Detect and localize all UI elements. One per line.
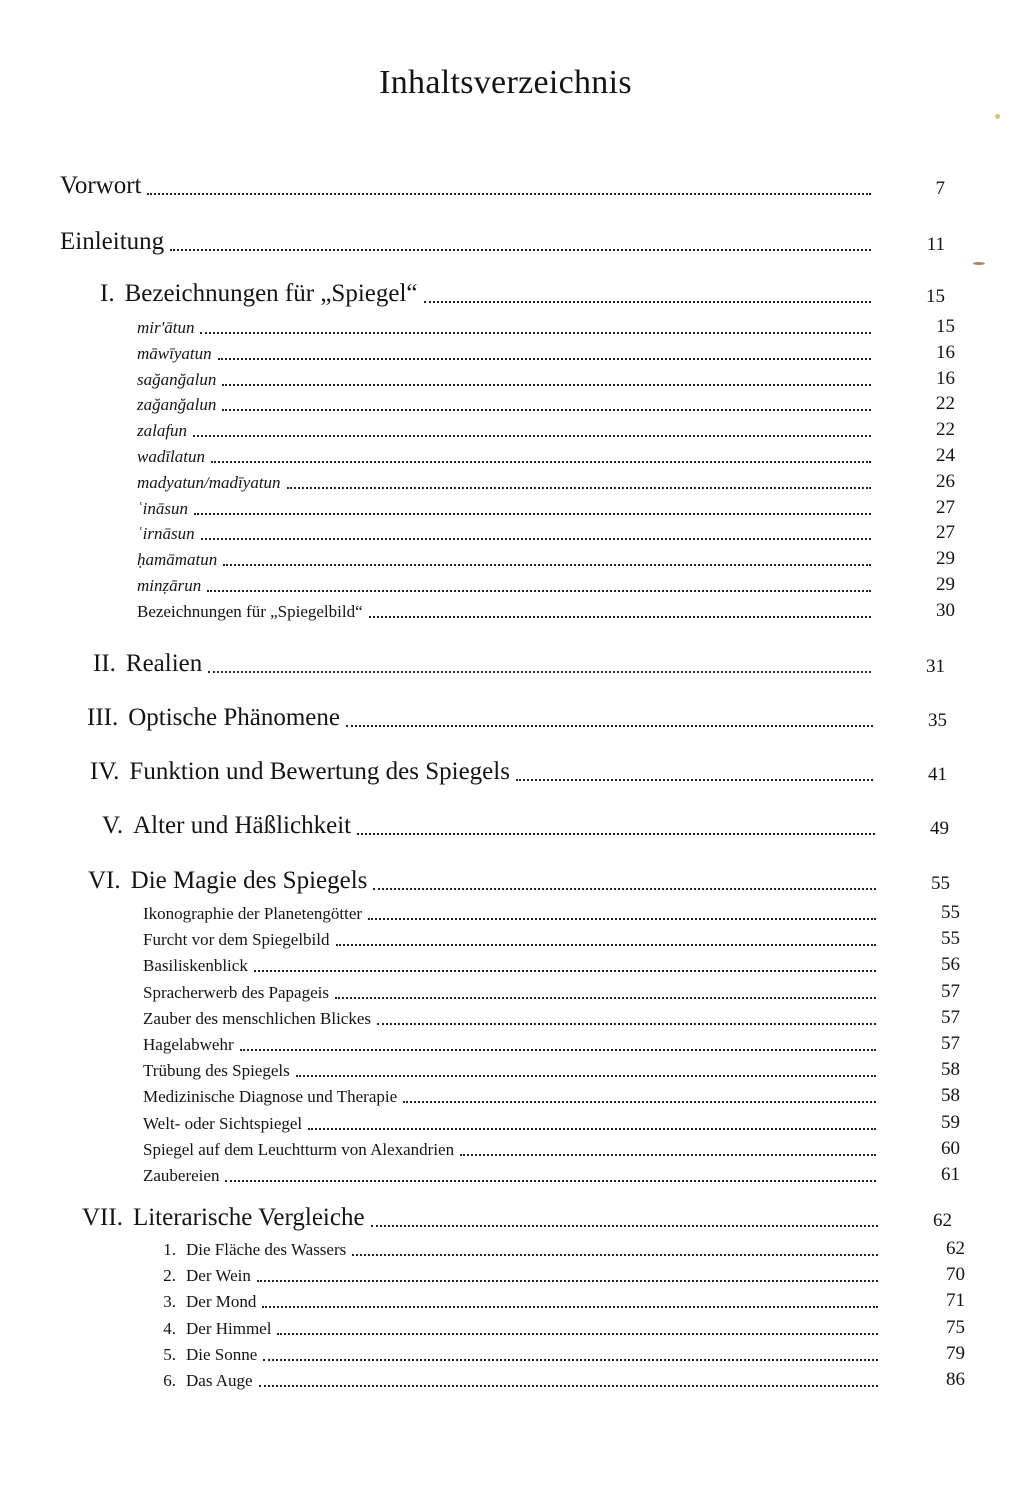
leader-dots: [424, 300, 871, 303]
toc-subentry-label: Hagelabwehr: [143, 1035, 234, 1054]
toc-subentry-page: 24: [936, 445, 955, 466]
toc-subentry: [137, 572, 955, 596]
toc-subentry-label: wadīlatun: [137, 447, 206, 466]
chapter-number: II.: [93, 650, 116, 677]
subentry-title: Der Himmel: [186, 1318, 272, 1338]
toc-subentry-label: māwīyatun: [137, 343, 212, 363]
toc-subentry-label: Furcht vor dem Spiegelbild: [143, 930, 330, 950]
chapter-title: Die Magie des Spiegels: [130, 867, 368, 894]
leader-dots: [208, 670, 871, 673]
toc-subentry: [158, 1367, 965, 1391]
leader-dots: [259, 1384, 878, 1387]
leader-dots: [308, 1127, 876, 1130]
toc-subentry-page: 22: [936, 393, 955, 415]
toc-subentry-page: 70: [946, 1264, 965, 1286]
leader-dots: [200, 331, 871, 334]
toc-entry-label: Vorwort: [60, 172, 142, 199]
toc-entry-label: Einleitung: [60, 228, 165, 255]
toc-subentry-page: 60: [941, 1137, 960, 1159]
toc-chapter-6: [88, 865, 950, 895]
chapter-title: Literarische Vergleiche: [132, 1204, 365, 1231]
toc-subentry-label: Spracherwerb des Papageis: [143, 982, 329, 1002]
chapter-title: Realien: [125, 650, 203, 677]
leader-dots: [257, 1279, 878, 1282]
leader-dots: [336, 943, 876, 946]
leader-dots: [346, 724, 873, 727]
toc-subentry: [143, 1031, 960, 1055]
toc-subentry: [143, 926, 960, 950]
leader-dots: [223, 563, 871, 566]
toc-subentry: [143, 1057, 960, 1081]
leader-dots: [377, 1022, 876, 1025]
subentry-number: 4.: [163, 1318, 176, 1338]
toc-subentry-label: [158, 1267, 251, 1286]
toc-subentry-page: 55: [941, 902, 960, 923]
toc-subentry-label: ḥamāmatun: [137, 550, 218, 570]
toc-subentry-page: 86: [946, 1369, 965, 1390]
chapter-number: I.: [100, 280, 115, 307]
toc-subentry: [143, 952, 960, 976]
toc-subentry: [143, 1136, 960, 1160]
toc-subentry-page: 61: [941, 1164, 960, 1185]
toc-subentry: [158, 1288, 965, 1312]
toc-subentry: [137, 443, 955, 467]
subentry-title: Der Wein: [186, 1266, 251, 1286]
toc-subentry: [137, 495, 955, 519]
leader-dots: [170, 248, 871, 251]
toc-subentry-label: [158, 1293, 256, 1312]
leader-dots: [222, 383, 871, 386]
toc-subentry: [158, 1315, 965, 1339]
toc-chapter-1: [100, 278, 945, 308]
toc-subentry-page: 75: [946, 1316, 965, 1338]
paper-speck: [973, 262, 985, 265]
toc-subentry-page: 22: [936, 419, 955, 441]
chapter-number: VII.: [82, 1204, 123, 1231]
toc-chapter-7: [82, 1202, 952, 1232]
toc-chapter-5: [102, 810, 949, 840]
toc-subentry-label: mir'ātun: [137, 318, 195, 337]
toc-entry-einleitung: [60, 226, 945, 256]
toc-subentry: [143, 979, 960, 1003]
leader-dots: [222, 408, 871, 411]
chapter-number: VI.: [88, 867, 121, 894]
toc-subentry-page: 58: [941, 1085, 960, 1107]
toc-subentry-label: minẓārun: [137, 576, 202, 595]
toc-subentry-label: Medizinische Diagnose und Therapie: [143, 1087, 398, 1107]
toc-entry-page: 15: [926, 286, 945, 307]
toc-subentry-label: sağanğalun: [137, 369, 217, 389]
subentry-number: 2.: [163, 1266, 176, 1286]
toc-subentry-page: 16: [936, 341, 955, 363]
chapter-title: Bezeichnungen für „Spiegel“: [124, 280, 418, 307]
leader-dots: [371, 1224, 878, 1227]
toc-subentry: [137, 469, 955, 493]
leader-dots: [335, 996, 876, 999]
toc-subentry-page: 26: [936, 470, 955, 492]
toc-subentry: [137, 366, 955, 390]
subentry-title: Der Mond: [186, 1292, 257, 1312]
subentry-title: Die Sonne: [186, 1344, 258, 1364]
toc-subentry-label: Ikonographie der Planetengötter: [143, 904, 363, 923]
toc-subentry-page: 59: [941, 1111, 960, 1133]
leader-dots: [240, 1048, 876, 1051]
toc-subentry: [143, 900, 960, 924]
toc-subentry-page: 27: [936, 522, 955, 544]
leader-dots: [403, 1100, 876, 1103]
toc-subentry-label: Bezeichnungen für „Spiegelbild“: [137, 601, 363, 621]
toc-subentry: [158, 1236, 965, 1260]
chapter-title: Funktion und Bewertung des Spiegels: [129, 758, 510, 785]
leader-dots: [373, 887, 876, 890]
toc-subentry-label: Welt- oder Sichtspiegel: [143, 1113, 303, 1133]
toc-entry-page: 55: [931, 873, 950, 894]
leader-dots: [225, 1179, 876, 1182]
toc-subentry: [158, 1341, 965, 1365]
leader-dots: [516, 778, 873, 781]
toc-entry-page: 7: [935, 178, 945, 199]
page-title: Inhaltsverzeichnis: [379, 64, 632, 101]
subentry-number: 3.: [163, 1292, 176, 1312]
toc-subentry-label: madyatun/madīyatun: [137, 472, 281, 492]
toc-subentry-label: Spiegel auf dem Leuchtturm von Alexandrien: [143, 1139, 455, 1159]
leader-dots: [254, 969, 876, 972]
toc-subentry-label: Basiliskenblick: [143, 956, 248, 976]
leader-dots: [147, 192, 871, 195]
leader-dots: [262, 1305, 878, 1308]
toc-subentry-label: zağanğalun: [137, 395, 217, 415]
leader-dots: [357, 832, 875, 835]
chapter-number: V.: [102, 812, 124, 839]
toc-subentry-label: ʿirnāsun: [137, 524, 195, 544]
toc-subentry-page: 27: [936, 496, 955, 518]
toc-subentry: [143, 1162, 960, 1186]
leader-dots: [193, 434, 871, 437]
toc-chapter-3: [87, 702, 947, 732]
leader-dots: [211, 460, 871, 463]
toc-subentry-page: 16: [936, 367, 955, 389]
toc-entry-page: 11: [926, 234, 945, 255]
subentry-number: 6.: [163, 1371, 176, 1390]
toc-subentry-page: 71: [946, 1290, 965, 1312]
chapter-number: IV.: [90, 758, 120, 785]
subentry-number: 1.: [163, 1240, 176, 1259]
toc-subentry: [137, 340, 955, 364]
leader-dots: [263, 1358, 878, 1361]
toc-subentry: [137, 598, 955, 622]
subentry-title: Die Fläche des Wassers: [186, 1240, 347, 1259]
toc-subentry: [137, 391, 955, 415]
toc-subentry-page: 57: [941, 980, 960, 1002]
toc-subentry-label: [158, 1320, 271, 1339]
toc-subentry-label: [158, 1241, 346, 1260]
toc-subentry: [143, 1083, 960, 1107]
toc-subentry: [137, 546, 955, 570]
toc-subentry: [158, 1262, 965, 1286]
leader-dots: [207, 589, 871, 592]
chapter-title: Optische Phänomene: [128, 704, 340, 731]
leader-dots: [287, 486, 871, 489]
leader-dots: [194, 512, 871, 515]
toc-subentry-label: [158, 1346, 257, 1365]
toc-subentry: [137, 314, 955, 338]
toc-entry-page: 35: [928, 710, 947, 731]
toc-subentry-label: Trübung des Spiegels: [143, 1061, 290, 1081]
toc-subentry-page: 79: [946, 1342, 965, 1364]
leader-dots: [277, 1332, 878, 1335]
toc-subentry: [143, 1005, 960, 1029]
toc-subentry-page: 57: [941, 1033, 960, 1054]
toc-subentry-page: 29: [936, 548, 955, 570]
subentry-number: 5.: [163, 1344, 176, 1364]
toc-subentry-label: zalafun: [137, 421, 188, 441]
toc-subentry-page: 30: [936, 599, 955, 621]
toc-subentry-label: [158, 1372, 253, 1391]
leader-dots: [296, 1074, 876, 1077]
toc-chapter-2: [93, 648, 945, 678]
leader-dots: [368, 917, 876, 920]
toc-chapter-4: [90, 756, 947, 786]
toc-subentry: [137, 417, 955, 441]
toc-entry-page: 62: [933, 1210, 952, 1231]
toc-subentry-page: 57: [941, 1006, 960, 1028]
subentry-title: Das Auge: [186, 1371, 253, 1390]
toc-subentry-page: 58: [941, 1059, 960, 1081]
paper-speck: [995, 114, 1000, 119]
toc-subentry-label: Zauber des menschlichen Blickes: [143, 1008, 372, 1028]
toc-subentry-page: 62: [946, 1238, 965, 1259]
toc-subentry-page: 15: [936, 316, 955, 337]
toc-entry-vorwort: [60, 170, 945, 200]
toc-entry-page: 49: [930, 818, 949, 839]
toc-subentry-label: ʿināsun: [137, 498, 188, 518]
toc-entry-page: 41: [928, 764, 947, 785]
chapter-title: Alter und Häßlichkeit: [133, 812, 352, 839]
toc-subentry-page: 56: [941, 954, 960, 976]
leader-dots: [369, 615, 871, 618]
toc-subentry: [143, 1110, 960, 1134]
leader-dots: [460, 1153, 876, 1156]
chapter-number: III.: [87, 704, 119, 731]
leader-dots: [218, 357, 871, 360]
leader-dots: [201, 537, 871, 540]
toc-subentry-label: Zaubereien: [143, 1166, 220, 1185]
toc-entry-page: 31: [926, 656, 945, 677]
toc-subentry-page: 29: [936, 574, 955, 595]
toc-subentry-page: 55: [941, 928, 960, 950]
leader-dots: [352, 1253, 878, 1256]
toc-subentry: [137, 520, 955, 544]
